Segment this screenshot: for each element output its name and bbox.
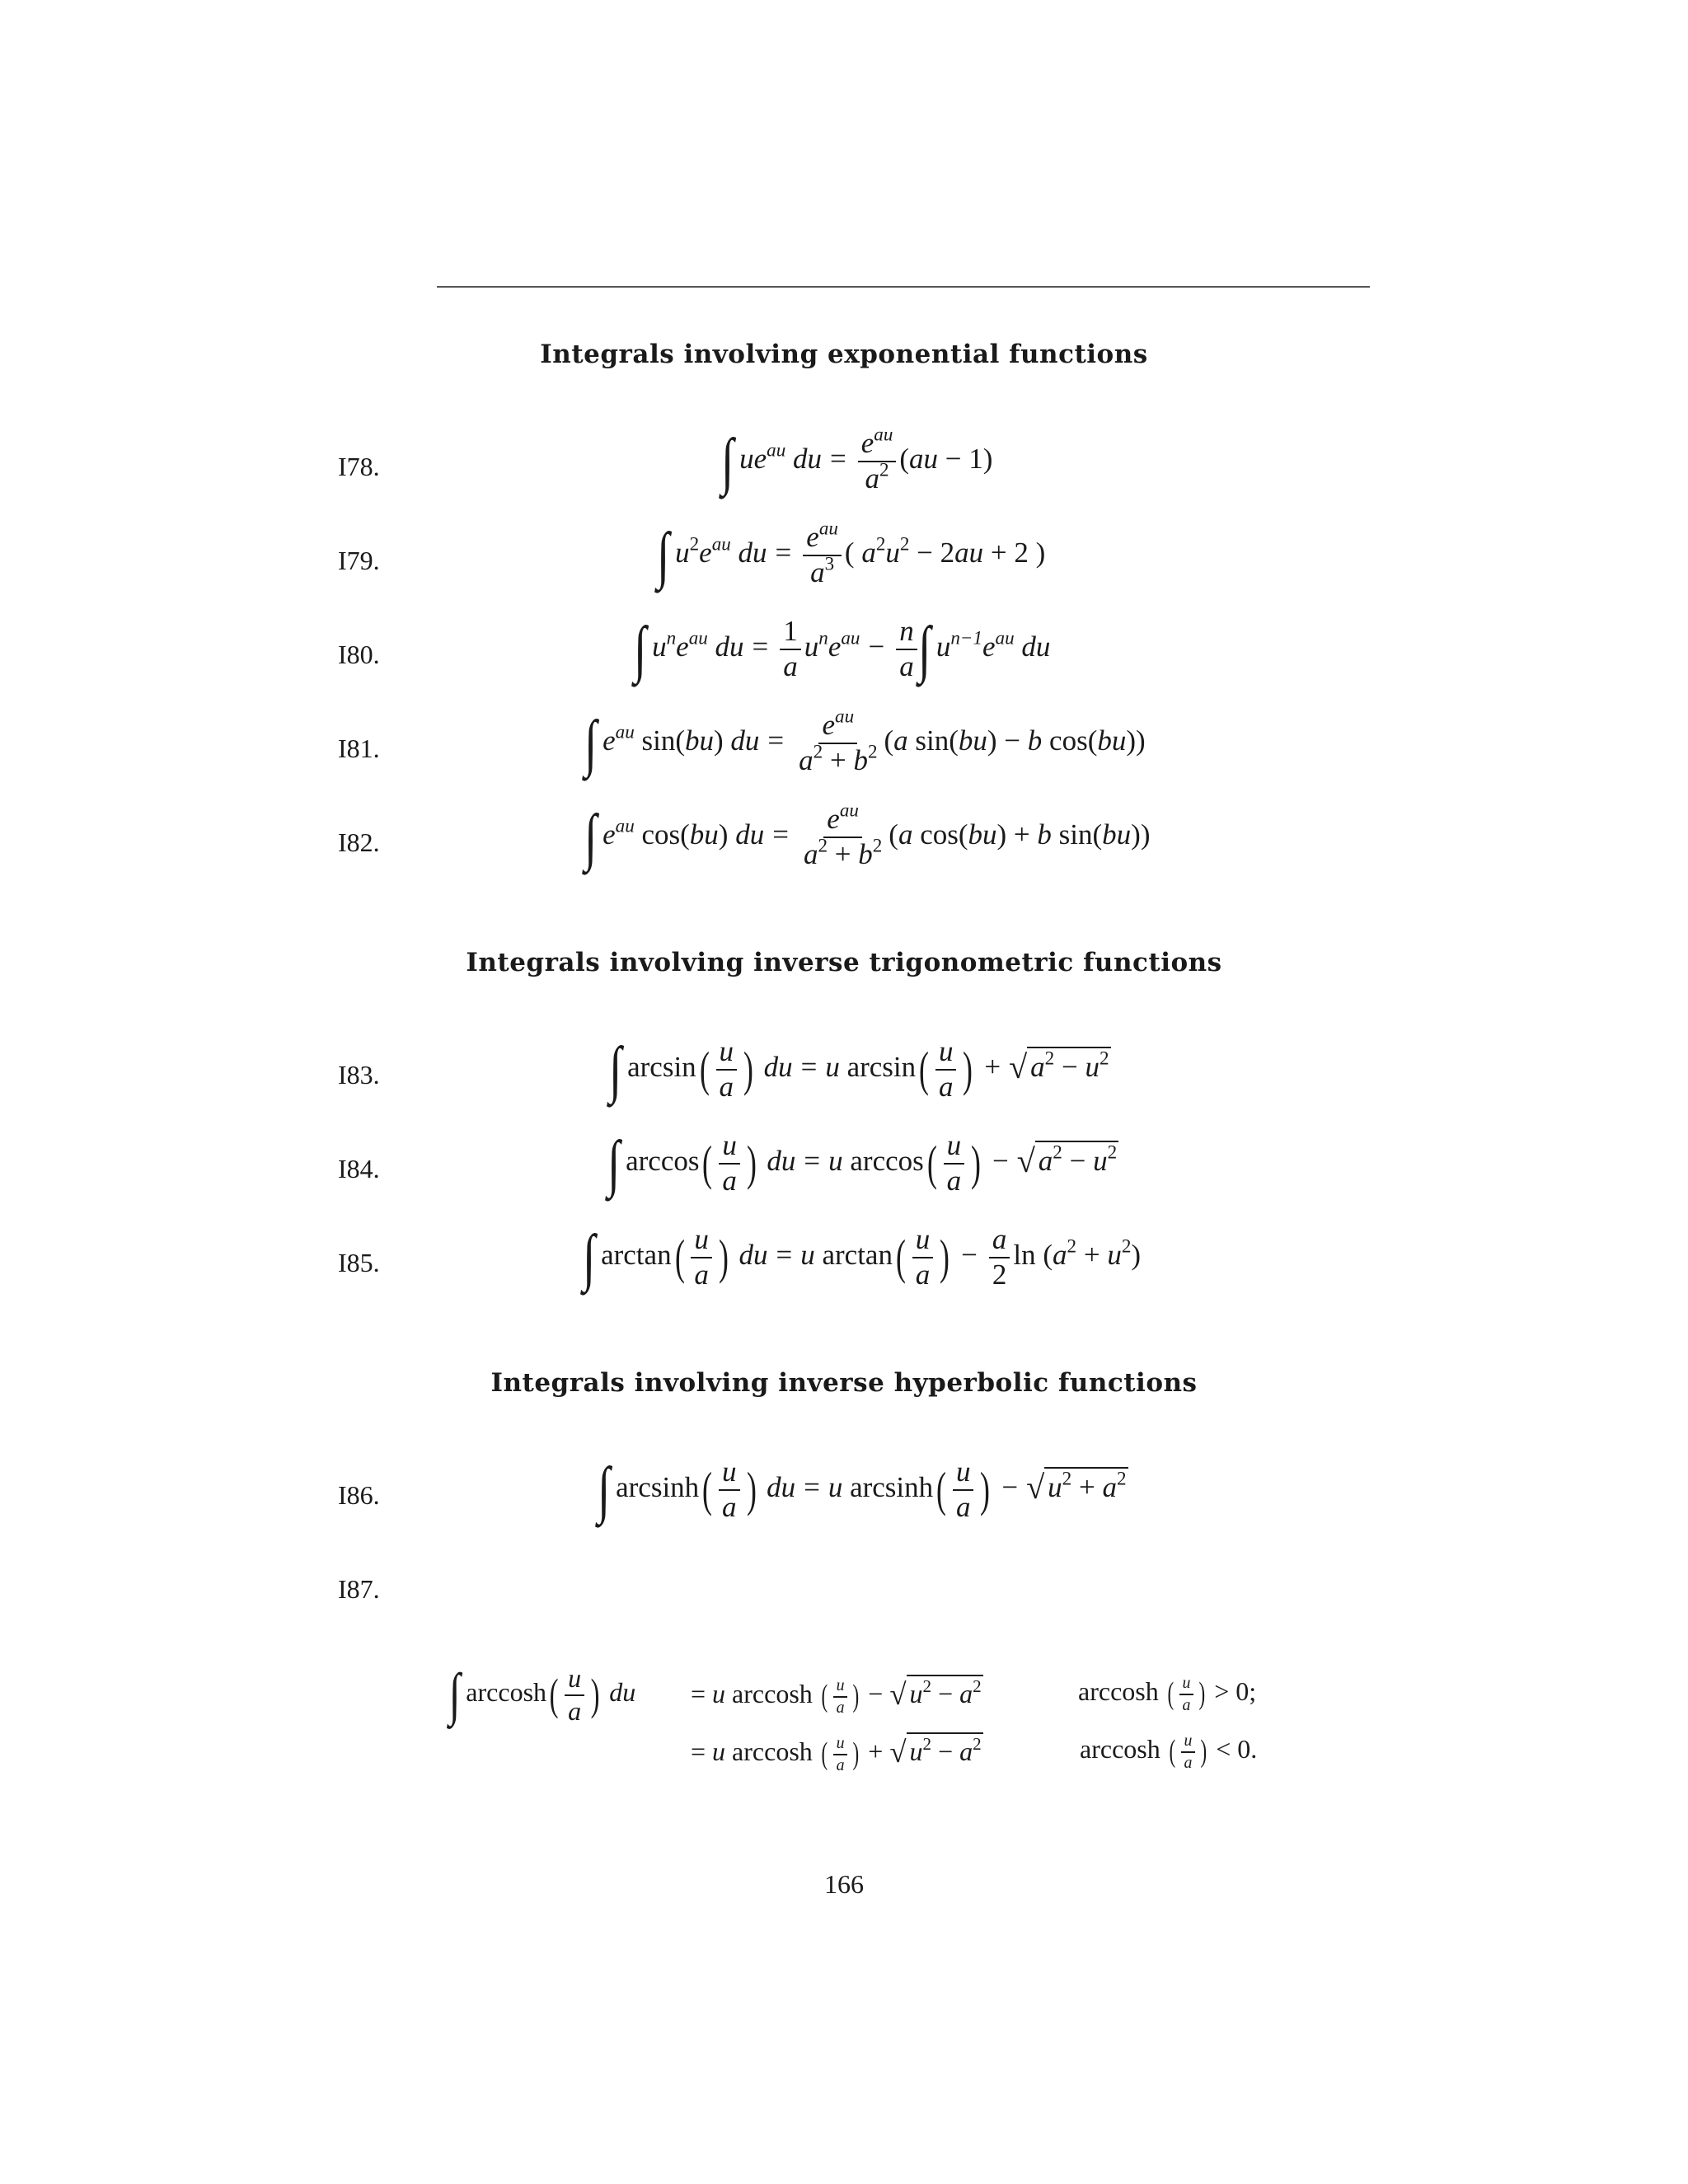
i87-case-1: = u arccosh ( $\frac{u}{a}$ ) − √ $u^2 - a^2$: [691, 1675, 982, 1717]
i87-lhs: ∫ arccosh( $\frac{u}{a}$ ) du: [448, 1662, 636, 1727]
section-title-exponential: Integrals involving exponential functions: [540, 340, 1148, 369]
equation-label-i80: I80.: [338, 640, 380, 669]
equation-i84: ∫ arccos( $\frac{u}{a}$ ) du = u arccos( $\frac{u}{a}$ ) − √ $a^2 - u^2$: [607, 1127, 1118, 1198]
section-title-inverse-hyperbolic: Integrals involving inverse hyperbolic functions: [490, 1368, 1198, 1398]
equation-label-i78: I78.: [338, 452, 380, 481]
i87-condition-1: arccosh ( $\frac{u}{a}$ ) > 0;: [1078, 1674, 1257, 1714]
equation-i82: ∫ $e^{au}$ cos(bu) du = $\frac{e^{au}}{a^2 + b^2}$ (a cos(bu) + b sin(bu)): [584, 799, 1151, 872]
equation-label-i84: I84.: [338, 1154, 380, 1183]
equation-i79: ∫ $u^2e^{au}$ du = $\frac{e^{au}}{a^3}$ ( $a^2u^2 - 2au + 2$ ): [656, 517, 1046, 590]
top-rule: [437, 286, 1370, 288]
equation-i83: ∫ arcsin( $\frac{u}{a}$ ) du = u arcsin( $\frac{u}{a}$ ) + √ $a^2 - u^2$: [608, 1033, 1109, 1104]
equation-i86: ∫ arcsinh( $\frac{u}{a}$ ) du = u arcsinh( $\frac{u}{a}$ ) − √ $u^2 + a^2$: [597, 1453, 1127, 1525]
equation-label-i85: I85.: [338, 1248, 380, 1277]
section-title-inverse-trig: Integrals involving inverse trigonometric functions: [466, 948, 1222, 977]
equation-i78: ∫ $ue^{au}$ du = $\frac{e^{au}}{a^2}$ (au − 1): [720, 423, 993, 496]
equation-i80: ∫ $u^ne^{au}$ du = $\frac{1}{a}$ $u^ne^{au}$ − $\frac{n}{a}$ ∫ $u^{n-1}e^{au}$ du: [633, 612, 1051, 684]
page-number: 166: [824, 1869, 864, 1899]
equation-label-i82: I82.: [338, 827, 380, 857]
i87-case-2: = u arccosh ( $\frac{u}{a}$ ) + √ $u^2 - a^2$: [691, 1733, 982, 1774]
i87-condition-2: arccosh ( $\frac{u}{a}$ ) < 0.: [1080, 1732, 1258, 1772]
equation-label-i83: I83.: [338, 1060, 380, 1090]
equation-label-i79: I79.: [338, 546, 380, 575]
equation-label-i81: I81.: [338, 733, 380, 763]
equation-label-i87: I87.: [338, 1574, 380, 1604]
equation-label-i86: I86.: [338, 1480, 380, 1510]
i87-condition-1-text: > 0;: [1214, 1676, 1257, 1707]
equation-i81: ∫ $e^{au}$ sin(bu) du = $\frac{e^{au}}{a^2 + b^2}$ (a sin(bu) − b cos(bu)): [584, 705, 1146, 778]
equation-i85: ∫ arctan( $\frac{u}{a}$ ) du = u arctan( $\frac{u}{a}$ ) − $\frac{a}{2}$ $\ln (a^2 + u^2)$: [582, 1221, 1142, 1292]
i87-condition-2-text: < 0.: [1216, 1734, 1258, 1765]
